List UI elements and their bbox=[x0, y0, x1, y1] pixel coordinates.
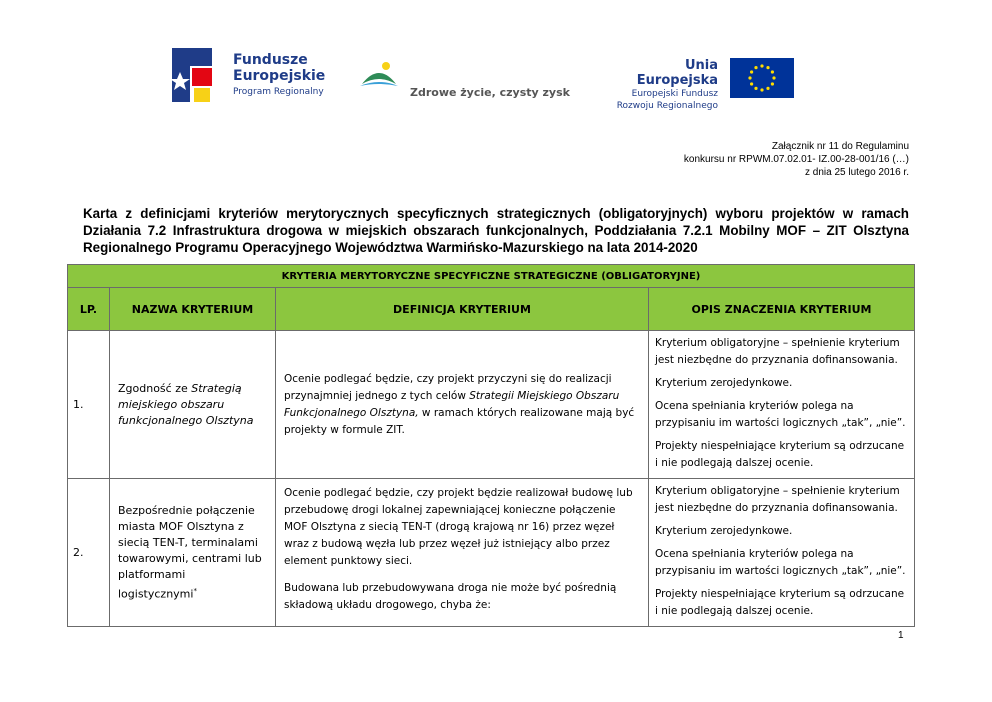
table-row bbox=[68, 331, 915, 479]
footnote-marker: * bbox=[193, 586, 197, 595]
logo-bar bbox=[0, 0, 992, 120]
definition-italic: Strategii Miejskiego Obszaru Funkcjonalnego Olsztyna, bbox=[284, 389, 620, 419]
description-binary: Kryterium zerojedynkowe. bbox=[655, 377, 793, 389]
definition-paragraph: Ocenie podlegać będzie, czy projekt będzie realizował budowę lub przebudowę drogi lokalnej zapewniającej konieczne połączenie MOF Olsztyna z siecią TEN-T (drogą krajową nr 16) przez węzeł wraz z budową węzła lub przez węzeł już istniejący albo przez element punktowy sieci. bbox=[284, 487, 633, 567]
header-name: NAZWA KRYTERIUM bbox=[110, 288, 276, 331]
definition-part-b: w ramach których realizowane mają być projekty w formule ZIT. bbox=[284, 406, 635, 436]
annex-note bbox=[600, 140, 909, 179]
description-evaluation: Ocena spełniania kryteriów polega na przypisaniu im wartości logicznych „tak”, „nie”. bbox=[655, 400, 906, 429]
criterion-name-plain: Zgodność ze bbox=[118, 381, 192, 395]
criterion-description bbox=[649, 479, 915, 627]
eu-flag-icon bbox=[730, 58, 794, 98]
criterion-name-italic: Strategią miejskiego obszaru funkcjonalnego Olsztyna bbox=[118, 381, 254, 427]
definition-part-a: Ocenie podlegać będzie, czy projekt przyczyni się do realizacji przynajmniej jednego z tych celów bbox=[284, 372, 612, 402]
fe-line2: Europejskie bbox=[233, 68, 326, 84]
criterion-name bbox=[110, 479, 276, 627]
ue-title: Unia Europejska bbox=[636, 58, 718, 88]
fe-line1: Fundusze bbox=[233, 52, 308, 68]
criterion-description bbox=[649, 331, 915, 479]
row-number: 2. bbox=[68, 479, 110, 627]
header-description: OPIS ZNACZENIA KRYTERIUM bbox=[649, 288, 915, 331]
row-number: 1. bbox=[68, 331, 110, 479]
description-binary: Kryterium zerojedynkowe. bbox=[655, 525, 793, 537]
warmia-mazury-tagline: Zdrowe życie, czysty zysk bbox=[410, 86, 570, 99]
criterion-name bbox=[110, 331, 276, 479]
table-banner: KRYTERIA MERYTORYCZNE SPECYFICZNE STRATEGICZNE (OBLIGATORYJNE) bbox=[68, 265, 915, 288]
definition-paragraph: Budowana lub przebudowywana droga nie może być pośrednią składową układu drogowego, chyba że: bbox=[284, 582, 617, 611]
fundusze-europejskie-logo-icon bbox=[172, 48, 228, 102]
description-rejection: Projekty niespełniające kryterium są odrzucane i nie podlegają dalszej ocenie. bbox=[655, 440, 905, 469]
description-obligatory: Kryterium obligatoryjne – spełnienie kryterium jest niezbędne do przyznania dofinansowania. bbox=[655, 485, 900, 514]
description-evaluation: Ocena spełniania kryteriów polega na przypisaniu im wartości logicznych „tak”, „nie”. bbox=[655, 548, 906, 577]
fundusze-europejskie-text bbox=[233, 52, 325, 97]
table-row bbox=[68, 479, 915, 627]
description-obligatory: Kryterium obligatoryjne – spełnienie kryterium jest niezbędne do przyznania dofinansowania. bbox=[655, 337, 900, 366]
criteria-table bbox=[67, 264, 915, 627]
annex-line3: z dnia 25 lutego 2016 r. bbox=[805, 167, 909, 178]
criterion-name-text: Bezpośrednie połączenie miasta MOF Olsztyna z siecią TEN-T, terminalami towarowymi, centrami lub platformami logistycznymi bbox=[118, 503, 262, 601]
document-title: Karta z definicjami kryteriów merytorycznych specyficznych strategicznych (obligatoryjnych) wyboru projektów w ramach Działania 7.2 Infrastruktura drogowa w miejskich obszarach funkcjonalnych, Poddziałania 7.2.1 Mobilny MOF – ZIT Olsztyna Regionalnego Programu Operacyjnego Województwa Warmińsko-Mazurskiego na lata 2014-2020 bbox=[83, 206, 909, 255]
fe-line3: Program Regionalny bbox=[233, 87, 324, 97]
annex-line1: Załącznik nr 11 do Regulaminu bbox=[771, 141, 909, 152]
description-rejection: Projekty niespełniające kryterium są odrzucane i nie podlegają dalszej ocenie. bbox=[655, 588, 905, 617]
header-lp: LP. bbox=[68, 288, 110, 331]
page-number: 1 bbox=[898, 630, 904, 641]
ue-line3: Rozwoju Regionalnego bbox=[616, 101, 718, 111]
criterion-definition bbox=[276, 479, 649, 627]
criterion-definition bbox=[276, 331, 649, 479]
header-definition: DEFINICJA KRYTERIUM bbox=[276, 288, 649, 331]
ue-line2: Europejski Fundusz bbox=[631, 89, 718, 99]
annex-line2: konkursu nr RPWM.07.02.01- IZ.00-28-001/16 (…) bbox=[683, 154, 909, 165]
warmia-mazury-logo-icon bbox=[356, 54, 402, 102]
unia-europejska-text bbox=[600, 58, 718, 112]
